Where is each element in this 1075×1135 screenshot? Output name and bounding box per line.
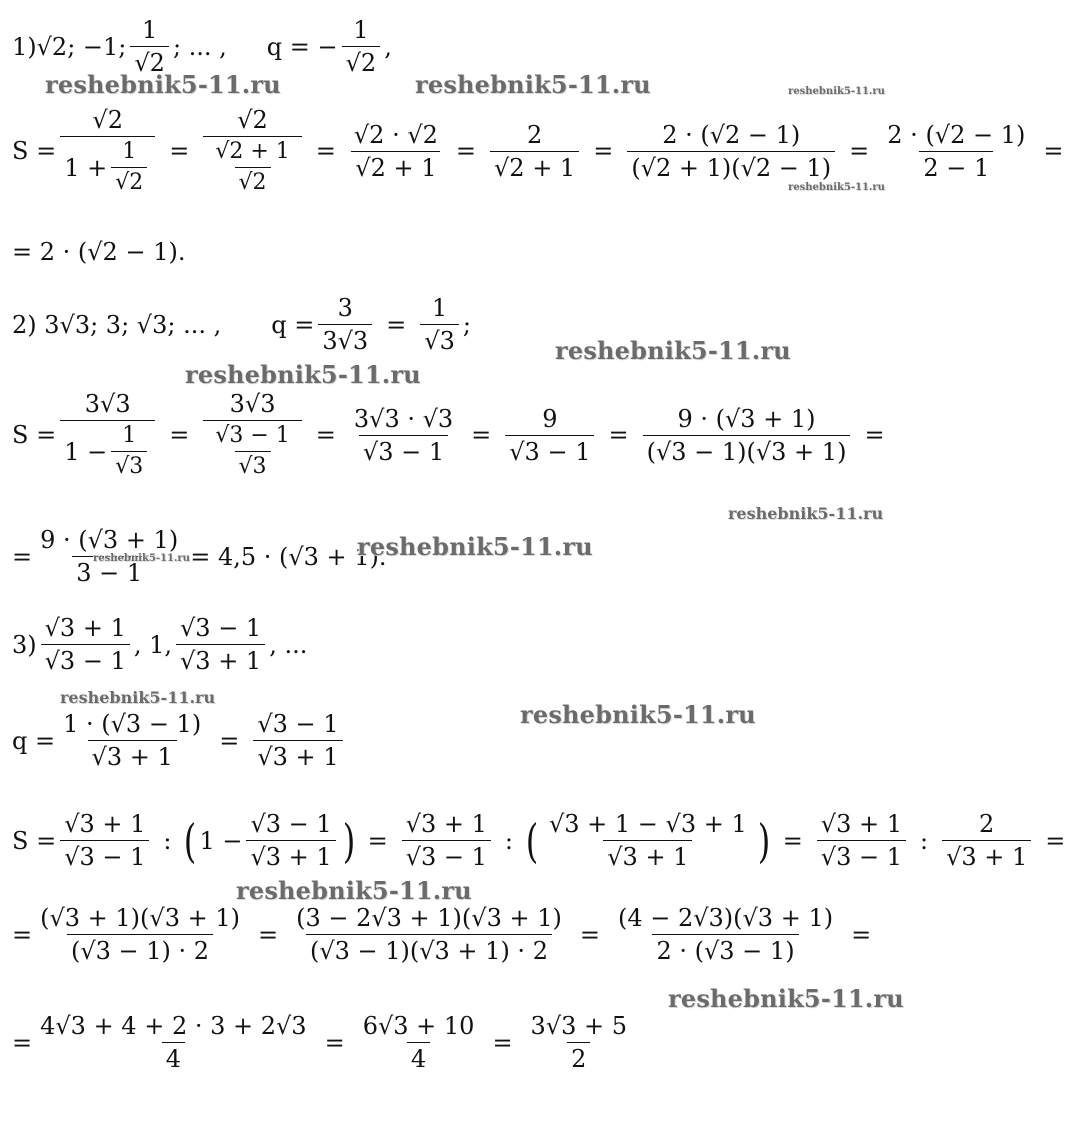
problem3-term1: $\frac{√3 + 1}{√3 - 1}$ [41,616,130,673]
problem3-s-frac1: $\frac{√3 + 1}{√3 - 1}$ [60,812,149,869]
problem3-f-frac2: $\frac{6√3 + 10}{4}$ [362,1012,475,1073]
problem1-s-label: S = [12,137,57,165]
problem2-result-frac: $\frac{9 \cdot (√3 + 1)}{3 - 1}$ [40,526,179,587]
watermark: reshebnik5-11.ru [520,700,756,729]
watermark: reshebnik5-11.ru [728,504,884,523]
problem2-line1: 2) 3√3; 3; √3; ... , q = $\frac{3}{3√3}$ = $\frac{1}{√3}$ ; [12,294,471,355]
watermark: reshebnik5-11.ru [415,70,651,99]
problem3-label: 3) [12,630,37,659]
problem1-term3: $\frac{1}{√2}$ [130,18,169,75]
problem3-r-frac3: $\frac{(4 - 2√3)(√3 + 1)}{2 \cdot (√3 - 1)}$ [617,904,834,965]
problem2-frac5: $\frac{9 \cdot (√3 + 1)}{(√3 - 1)(√3 + 1)}$ [643,407,851,464]
problem1-ellipsis: ; ... , [172,32,227,61]
watermark: reshebnik5-11.ru [93,553,190,564]
problem2-q-label: q = [271,310,315,339]
problem3-line1: 3) $\frac{√3 + 1}{√3 - 1}$ , 1, $\frac{√3 - 1}{√3 + 1}$ , ... [12,614,308,675]
problem2-s-label: S = [12,421,57,449]
problem3-expand-line: = $\frac{(√3 + 1)(√3 + 1)}{(√3 - 1) \cdot 2}$ = $\frac{(3 - 2√3 + 1)(√3 + 1)}{(√3 - 1)(√3 + 1) \cdot 2}$ = $\frac{(4 - 2√3)(√3 + 1)}{2 \cdot (√3 - 1)}$ = [12,904,872,965]
watermark: reshebnik5-11.ru [668,984,904,1013]
problem1-sum-line: S = √2 1 + $\frac{1}{√2}$ = $\frac{√2}{\frac{√2 + 1}{√2}}$ = $\frac{√2 \cdot √2}{√2 + 1}$ = $\frac{2}{√2 + 1}$ = $\frac{2 \cdot (√2 - 1)}{(√2 + 1)(√2 - 1)}$ = $\frac{2 \cdot (√2 - 1)}{2 - 1}$ = [12,106,1064,195]
problem3-final-line: = $\frac{4√3 + 4 + 2 \cdot 3 + 2√3}{4}$ = $\frac{6√3 + 10}{4}$ = $\frac{3√3 + 5}{2}$ [12,1014,635,1071]
watermark: reshebnik5-11.ru [788,86,885,97]
problem2-sum-line: S = 3√3 1 − $\frac{1}{√3}$ = $\frac{3√3}{\frac{√3 - 1}{√3}}$ = $\frac{3√3 \cdot √3}{√3 - 1}$ = $\frac{9}{√3 - 1}$ = $\frac{9 \cdot (√3 + 1)}{(√3 - 1)(√3 + 1)}$ = [12,390,885,479]
problem2-sequence: 2) 3√3; 3; √3; ... , [12,310,222,339]
problem1-frac6: $\frac{2 \cdot (√2 - 1)}{2 - 1}$ [887,120,1026,182]
watermark: reshebnik5-11.ru [45,70,281,99]
problem3-q-frac1: $\frac{1 \cdot (√3 - 1)}{√3 + 1}$ [63,710,202,771]
problem3-sum-line: S = $\frac{√3 + 1}{√3 - 1}$ : ( 1 − $\frac{√3 - 1}{√3 + 1}$ ) = $\frac{√3 + 1}{√3 - 1}$ : ( $\frac{√3 + 1 - √3 + 1}{√3 + 1}$ ) = $\frac{√3 + 1}{√3 - 1}$ : $\frac{2}{√3 + 1}$ = [12,810,1066,871]
problem3-s-label: S = [12,826,57,855]
watermark: reshebnik5-11.ru [185,360,421,389]
problem1-line1: 1)√2; −1; $\frac{1}{√2}$ ; ... , q = − $\frac{1}{√2}$ , [12,16,392,77]
problem3-term3: $\frac{√3 - 1}{√3 + 1}$ [176,616,265,673]
problem1-frac1: √2 1 + $\frac{1}{√2}$ [60,108,155,194]
problem1-frac4: $\frac{2}{√2 + 1}$ [490,123,579,180]
problem1-q-label: q = − [266,32,338,61]
problem1-frac2: $\frac{√2}{\frac{√2 + 1}{√2}}$ [203,108,301,194]
watermark: reshebnik5-11.ru [236,876,472,905]
problem2-frac2: $\frac{3√3}{\frac{√3 - 1}{√3}}$ [203,392,301,478]
problem1-frac3: $\frac{√2 \cdot √2}{√2 + 1}$ [350,123,442,180]
problem3-q-line: q = $\frac{1 \cdot (√3 - 1)}{√3 + 1}$ = $\frac{√3 - 1}{√3 + 1}$ [12,712,347,769]
problem1-sequence: 1)√2; −1; [12,32,127,61]
watermark: reshebnik5-11.ru [357,532,593,561]
problem2-frac1: 3√3 1 − $\frac{1}{√3}$ [60,392,155,478]
problem3-q-frac2: $\frac{√3 - 1}{√3 + 1}$ [253,712,342,769]
watermark: reshebnik5-11.ru [555,336,791,365]
problem3-s-frac2: $\frac{√3 - 1}{√3 + 1}$ [246,812,335,869]
problem3-s-frac5: $\frac{√3 + 1}{√3 - 1}$ [817,812,906,869]
problem3-s-frac3: $\frac{√3 + 1}{√3 - 1}$ [402,812,491,869]
problem3-q-label: q = [12,726,56,755]
problem1-q-frac: $\frac{1}{√2}$ [342,18,381,75]
problem3-f-frac3: $\frac{3√3 + 5}{2}$ [530,1012,628,1073]
problem1-frac5: $\frac{2 \cdot (√2 - 1)}{(√2 + 1)(√2 - 1)}$ [627,123,835,180]
problem3-s-frac6: $\frac{2}{√3 + 1}$ [942,812,1031,869]
problem3-r-frac1: $\frac{(√3 + 1)(√3 + 1)}{(√3 - 1) \cdot 2}$ [40,904,240,965]
problem1-result: = 2 · (√2 − 1). [12,238,186,266]
problem2-frac3: $\frac{3√3 \cdot √3}{√3 - 1}$ [353,404,454,466]
problem2-result: = $\frac{9 \cdot (√3 + 1)}{3 - 1}$ = 4,5 · (√3 + 1). [12,526,387,587]
problem3-r-frac2: $\frac{(3 - 2√3 + 1)(√3 + 1)}{(√3 - 1)(√3 + 1) \cdot 2}$ [296,904,562,965]
problem3-f-frac1: $\frac{4√3 + 4 + 2 \cdot 3 + 2√3}{4}$ [40,1012,307,1073]
problem2-q-frac1: $\frac{3}{3√3}$ [318,296,372,353]
problem3-s-frac4: $\frac{√3 + 1 - √3 + 1}{√3 + 1}$ [548,810,747,871]
problem2-q-frac2: $\frac{1}{√3}$ [420,296,459,353]
problem2-frac4: $\frac{9}{√3 - 1}$ [505,407,594,464]
watermark: reshebnik5-11.ru [60,688,216,707]
watermark: reshebnik5-11.ru [788,182,885,193]
